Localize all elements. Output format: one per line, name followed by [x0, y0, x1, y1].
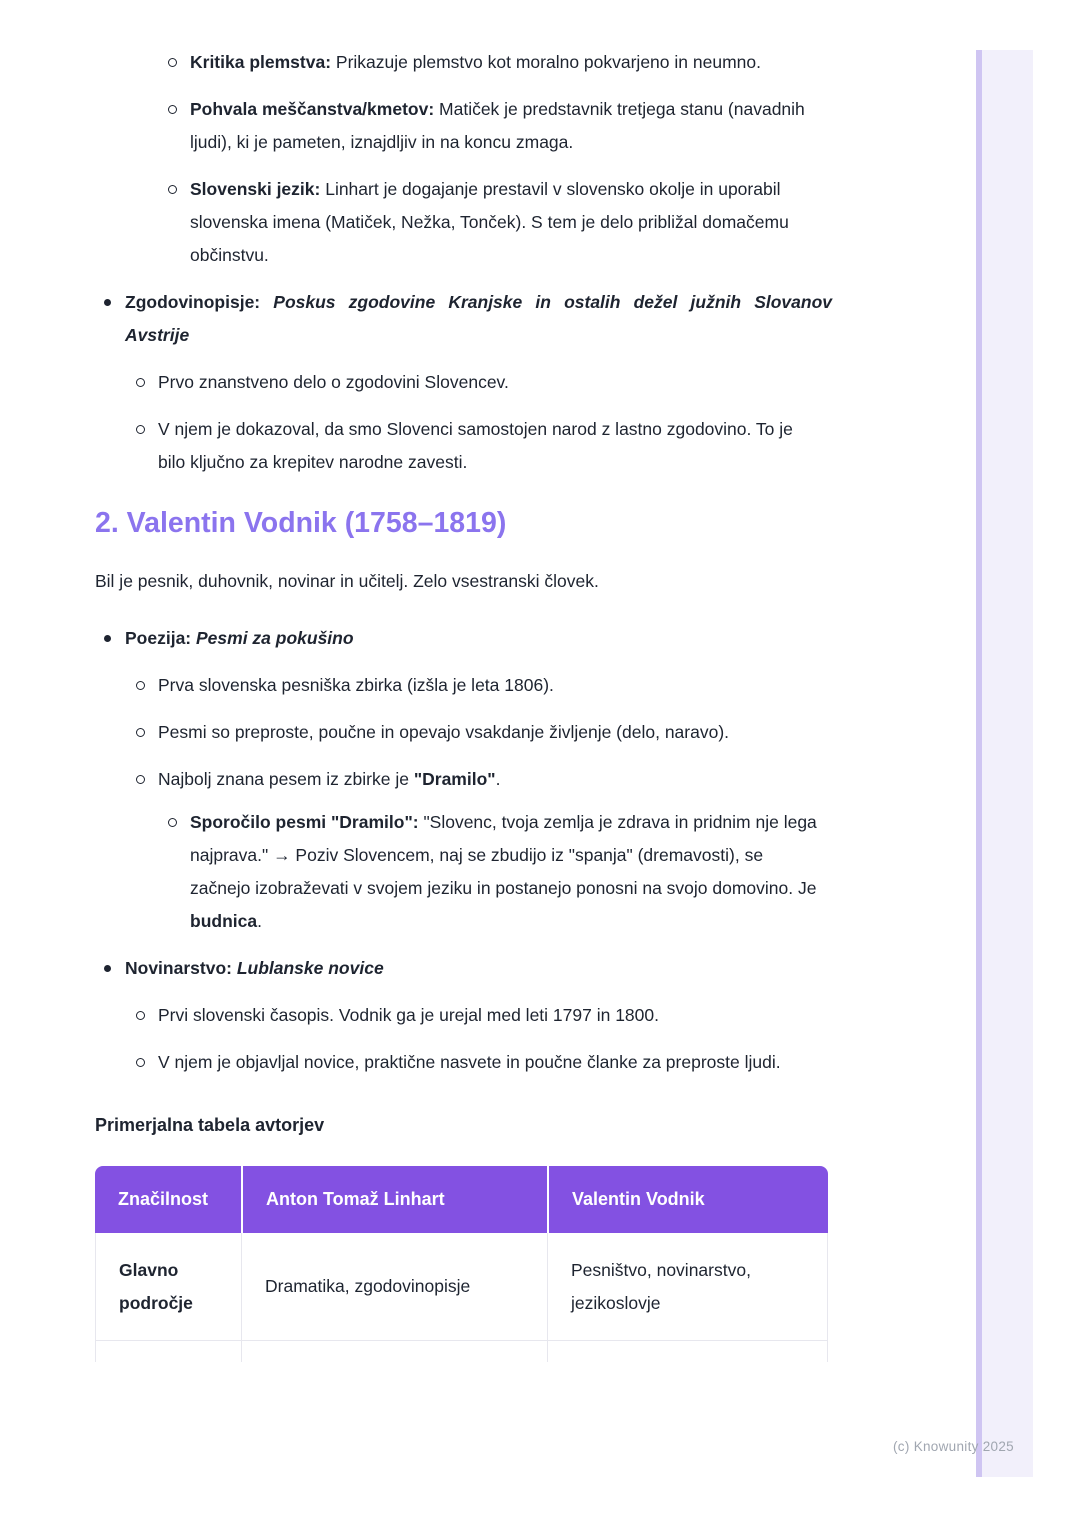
table-header-cell: Valentin Vodnik: [547, 1166, 828, 1233]
bullet-line: [125, 286, 832, 352]
list-item: [95, 806, 820, 938]
nested-list: [95, 366, 832, 479]
bullet-text: Prvo znanstveno delo o zgodovini Slovencev.: [158, 372, 509, 392]
table-cell: Dramatika, zgodovinopisje: [241, 1233, 547, 1341]
bullet-circle-icon: [136, 425, 145, 434]
comparison-table: [95, 1166, 828, 1362]
list-item: [95, 1046, 823, 1079]
table-cell: Glavno področje: [95, 1233, 241, 1341]
bullet-text: V njem je objavljal novice, praktične nasvete in poučne članke za preproste ljudi.: [158, 1052, 781, 1072]
list-item: [95, 716, 823, 749]
list-item: [95, 413, 823, 479]
bullet-label: Slovenski jezik:: [190, 179, 321, 199]
bullet-circle-icon: [136, 378, 145, 387]
page-edge-line: [976, 50, 982, 1477]
bullet-text: .: [495, 769, 501, 789]
list-item: [95, 622, 832, 938]
table-cell-clipped: [95, 1341, 241, 1362]
table-cell: Pesništvo, novinarstvo, jezikoslovje: [547, 1233, 828, 1341]
bullet-text: "Slovenc, tvoja zemlja je zdrava in pridnim nje lega najprava." → Poziv Slovencem, naj se zbudijo iz "spanja" (dremavosti), se začnejo izobraževati v svojem jeziku in postanejo ponosni na svojo domovino. Je: [190, 812, 817, 898]
bullet-label: Poezija:: [125, 628, 192, 648]
copyright-watermark: (c) Knowunity 2025: [893, 1439, 1014, 1454]
bullet-label: Zgodovinopisje:: [125, 292, 261, 312]
table-title: Primerjalna tabela avtorjev: [95, 1115, 325, 1135]
bullet-label: Sporočilo pesmi "Dramilo":: [190, 812, 419, 832]
sub-topic-list: [95, 46, 832, 272]
list-item: [95, 46, 820, 79]
bullet-text: Najbolj znana pesem iz zbirke je: [158, 769, 414, 789]
bullet-disc-icon: [104, 299, 111, 306]
list-item: [95, 173, 820, 272]
bullet-text: Linhart je dogajanje prestavil v slovensko okolje in uporabil slovenska imena (Matiček, Nežka, Tonček). S tem je delo približal domačemu občinstvu.: [190, 179, 789, 265]
bullet-text: Prvi slovenski časopis. Vodnik ga je urejal med leti 1797 in 1800.: [158, 1005, 659, 1025]
bullet-text: Pesmi so preproste, poučne in opevajo vsakdanje življenje (delo, naravo).: [158, 722, 730, 742]
bullet-circle-icon: [136, 775, 145, 784]
bullet-label: Pohvala meščanstva/kmetov:: [190, 99, 435, 119]
work-title: Poskus zgodovine Kranjske in ostalih dežel južnih Slovanov Avstrije: [125, 292, 832, 345]
bullet-text: .: [257, 911, 262, 931]
list-item: [95, 366, 823, 399]
table-viewport: [95, 1166, 828, 1362]
bullet-disc-icon: [104, 635, 111, 642]
list-item: [95, 669, 823, 702]
bullet-circle-icon: [136, 681, 145, 690]
section-heading: 2. Valentin Vodnik (1758–1819): [95, 507, 507, 539]
bullet-text: Prikazuje plemstvo kot moralno pokvarjeno in neumno.: [331, 52, 761, 72]
bullet-text: V njem je dokazoval, da smo Slovenci samostojen narod z lastno zgodovino. To je bilo ključno za krepitev narodne zavesti.: [158, 419, 793, 472]
bullet-circle-icon: [136, 1058, 145, 1067]
bullet-circle-icon: [136, 728, 145, 737]
emphasis-word: budnica: [190, 911, 258, 931]
vodnik-topics-list: [95, 622, 832, 1079]
bullet-disc-icon: [104, 965, 111, 972]
list-item: [95, 286, 832, 479]
bullet-text: Prva slovenska pesniška zbirka (izšla je leta 1806).: [158, 675, 554, 695]
bullet-circle-icon: [168, 105, 177, 114]
table-cell-clipped: [547, 1341, 828, 1362]
table-header-cell: Anton Tomaž Linhart: [241, 1166, 547, 1233]
bullet-circle-icon: [168, 185, 177, 194]
nested-list: [95, 669, 832, 938]
work-title: Pesmi za pokušino: [191, 628, 354, 648]
bullet-circle-icon: [136, 1011, 145, 1020]
historiography-list: [95, 286, 832, 479]
list-item: [95, 93, 820, 159]
list-item: [95, 999, 823, 1032]
table-header-cell: Značilnost: [95, 1166, 241, 1233]
nested-list: [95, 999, 832, 1079]
nested-list: [95, 806, 823, 938]
page-edge-strip: [976, 50, 1033, 1477]
bullet-text: Matiček je predstavnik tretjega stanu (navadnih ljudi), ki je pameten, iznajdljiv in na koncu zmaga.: [190, 99, 805, 152]
bullet-label: Kritika plemstva:: [190, 52, 332, 72]
list-item: [95, 952, 832, 1079]
table-cell-clipped: [241, 1341, 547, 1362]
song-title: "Dramilo": [413, 769, 496, 789]
list-item: [95, 763, 823, 938]
intro-paragraph: Bil je pesnik, duhovnik, novinar in učitelj. Zelo vsestranski človek.: [95, 571, 599, 591]
work-title: Lublanske novice: [231, 958, 384, 978]
bullet-circle-icon: [168, 818, 177, 827]
bullet-label: Novinarstvo:: [125, 958, 232, 978]
bullet-circle-icon: [168, 58, 177, 67]
